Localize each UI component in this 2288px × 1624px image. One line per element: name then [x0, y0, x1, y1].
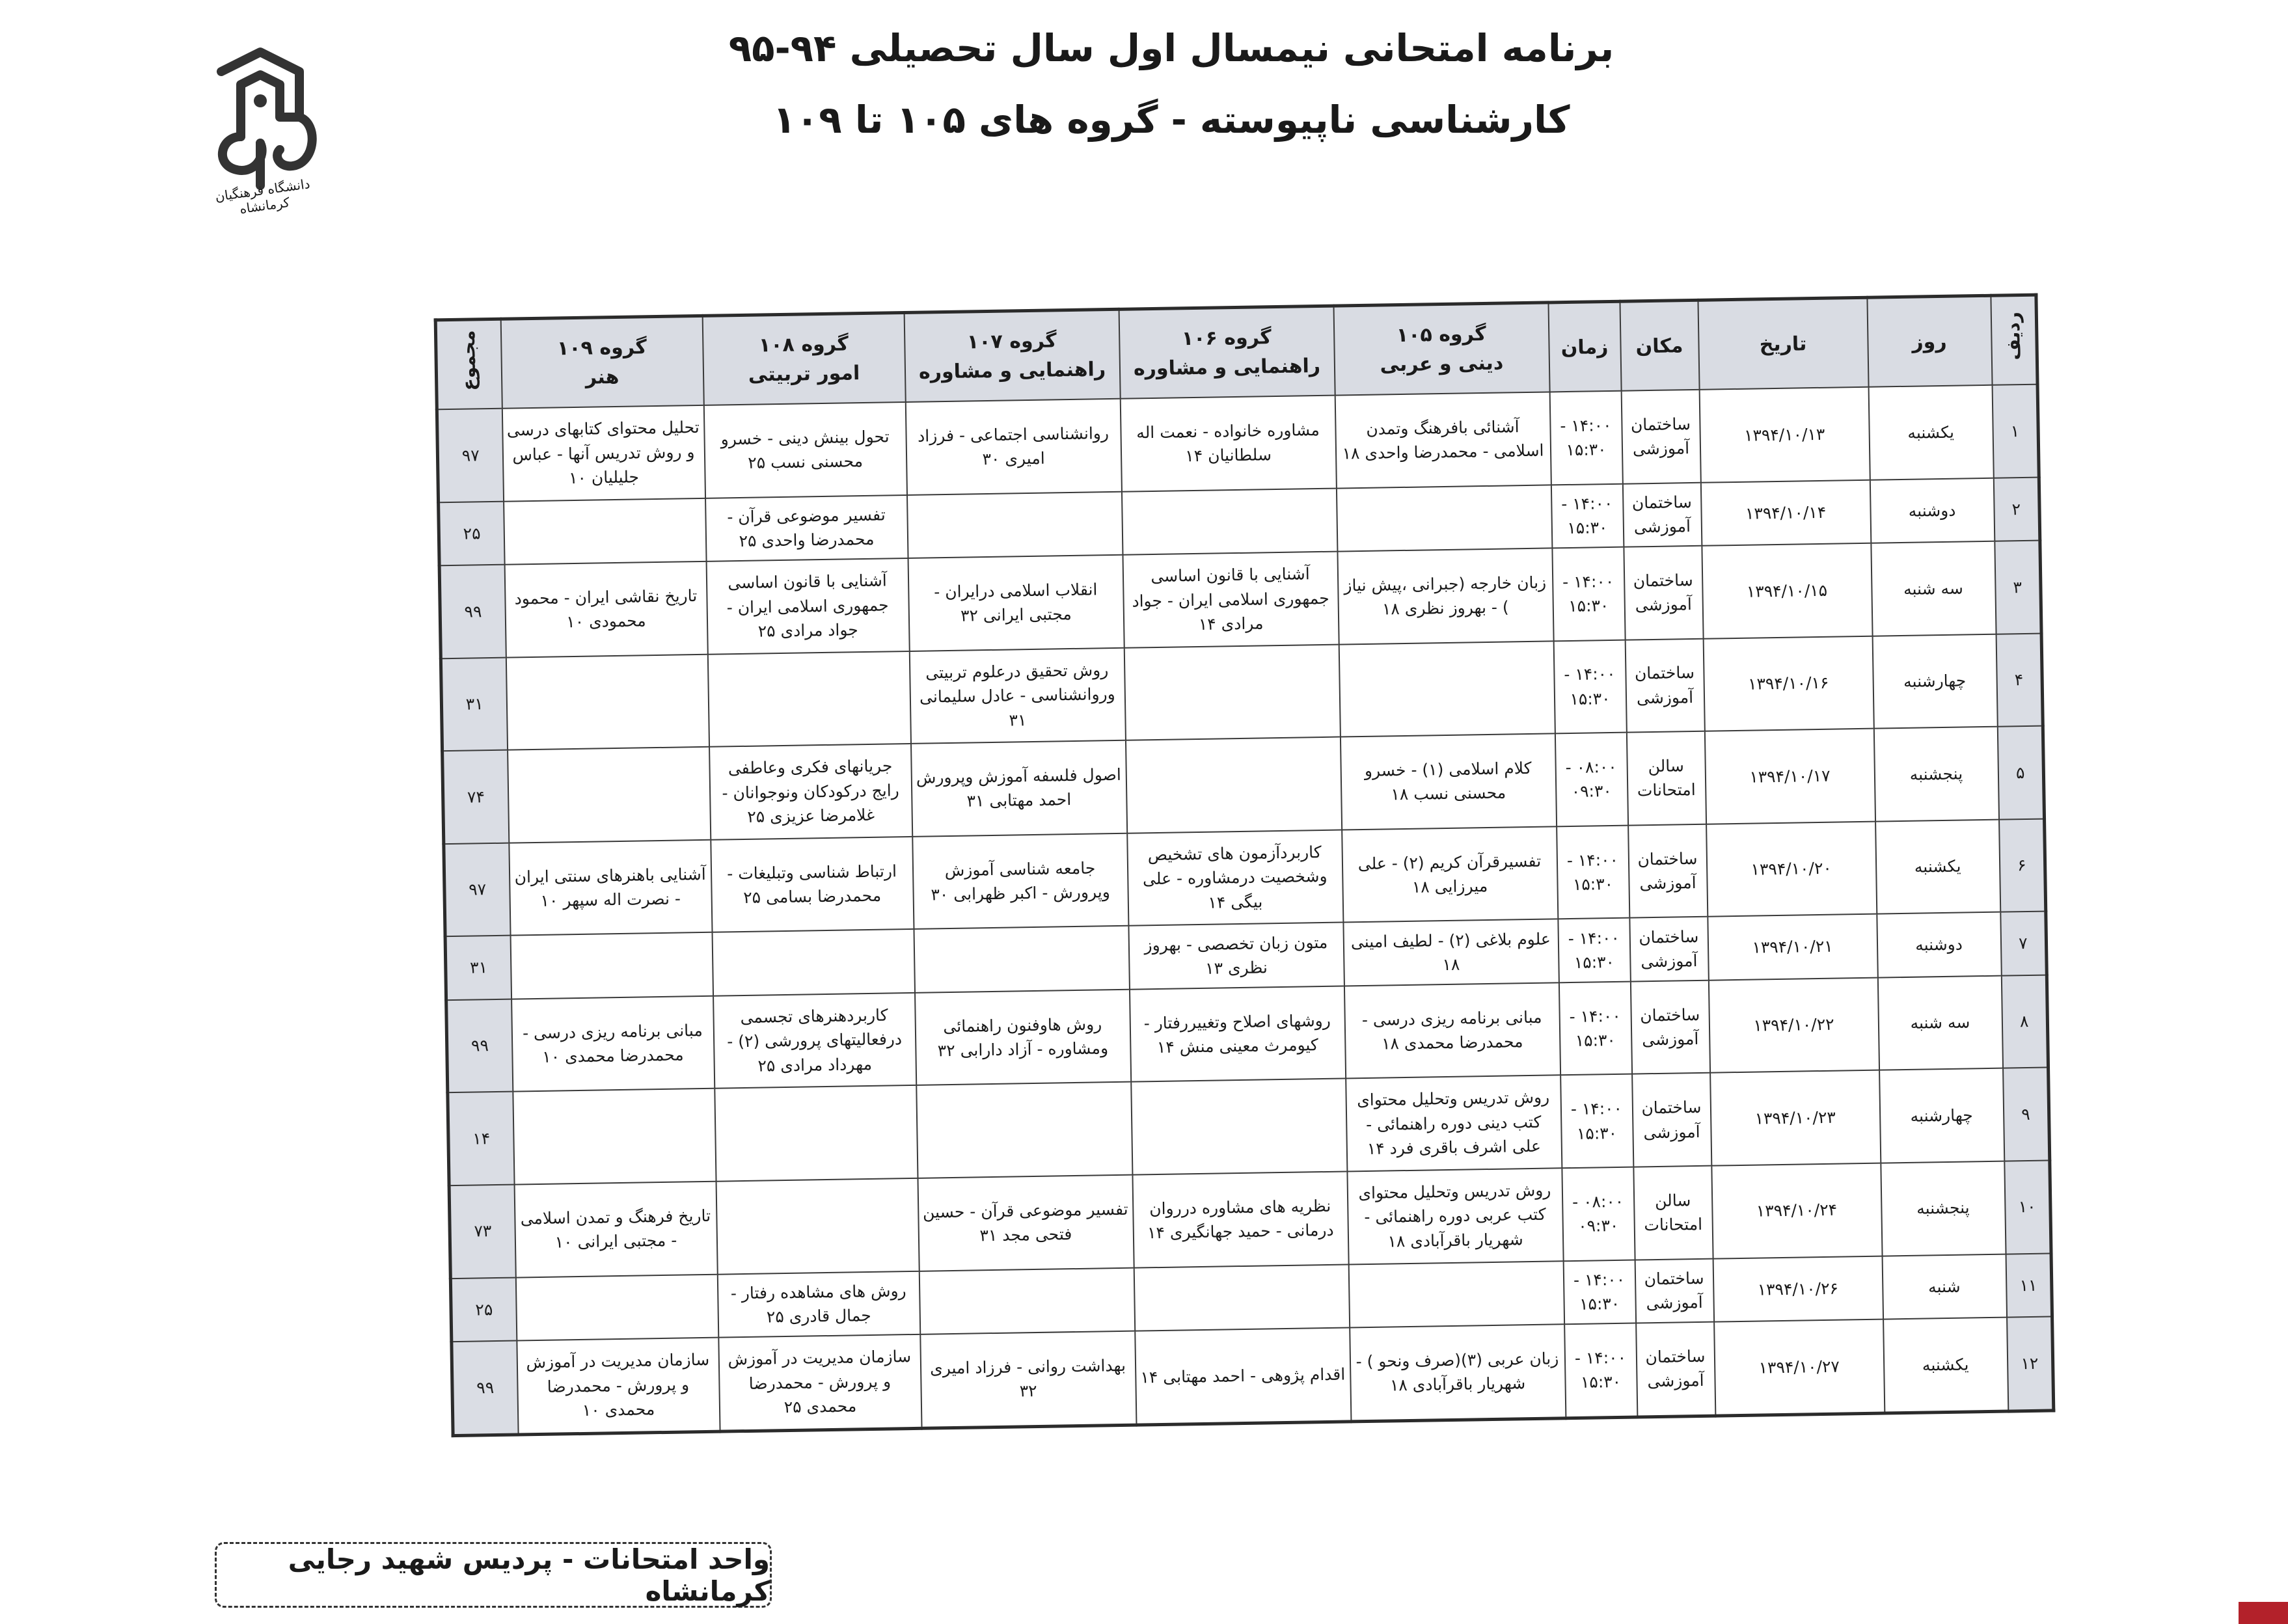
group-106-title: گروه ۱۰۶ — [1181, 326, 1272, 351]
cell-group-105: کلام اسلامی (۱) - خسرو محسنی نسب ۱۸ — [1340, 734, 1556, 830]
cell-group-105 — [1339, 641, 1555, 737]
cell-group-106: اقدام پژوهی - احمد مهتابی ۱۴ — [1135, 1327, 1351, 1425]
row-time: ۱۴:۰۰ - ۱۵:۳۰ — [1560, 1074, 1633, 1168]
row-day: چهارشنبه — [1872, 634, 1997, 729]
cell-group-106: نظریه های مشاوره درروان درمانی - حمید جهانگیری ۱۴ — [1132, 1171, 1348, 1267]
row-number: ۱۲ — [2007, 1316, 2054, 1411]
row-day: چهارشنبه — [1879, 1068, 2004, 1163]
row-time: ۱۴:۰۰ - ۱۵:۳۰ — [1564, 1323, 1637, 1418]
group-107-title: گروه ۱۰۷ — [966, 329, 1057, 354]
cell-group-109: تاریخ نقاشی ایران - محمود محمودی ۱۰ — [504, 562, 707, 657]
row-place: ساختمان آموزشی — [1629, 917, 1709, 981]
row-day: یکشنبه — [1883, 1318, 2008, 1413]
group-108-title: گروه ۱۰۸ — [758, 332, 849, 357]
row-place: ساختمان آموزشی — [1632, 1073, 1711, 1167]
header-group-105 — [1333, 303, 1549, 396]
row-total: ۹۷ — [437, 409, 503, 502]
cell-group-109: تحلیل محتوای کتابهای درسی و روش تدریس آنها - عباس جلیلیان ۱۰ — [502, 405, 705, 501]
cell-group-108: کاربردهنرهای تجسمی درفعالیتهای پرورشی (۲) - مهرداد مرادی ۲۵ — [713, 993, 916, 1089]
cell-group-105: روش تدریس وتحلیل محتوای کتب دینی دوره راهنمائی - علی اشرف باقری فرد ۱۴ — [1346, 1076, 1562, 1172]
cell-group-107 — [906, 491, 1122, 558]
row-day: دوشنبه — [1870, 478, 1995, 543]
header-place: مکان — [1620, 300, 1699, 390]
group-109-subject: هنر — [585, 365, 620, 389]
cell-group-105: تفسیرقرآن کریم (۲) - علی میرزایی ۱۸ — [1342, 826, 1558, 923]
cell-group-106: کاربردآزمون های تشخیص وشخصیت درمشاوره - علی بیگی ۱۴ — [1127, 830, 1343, 926]
row-number: ۳ — [1995, 541, 2041, 634]
cell-group-108 — [716, 1178, 919, 1274]
cell-group-109: سازمان مدیریت در آموزش و پرورش - محمدرضا محمدی ۱۰ — [517, 1338, 720, 1435]
cell-group-106 — [1125, 737, 1341, 833]
header-group-108 — [702, 312, 905, 405]
row-total: ۱۴ — [448, 1092, 514, 1185]
cell-group-109: مبانی برنامه ریزی درسی - محمدرضا محمدی ۱۰ — [511, 996, 715, 1092]
cell-group-105: علوم بلاغی (۲) - لطیف امینی ۱۸ — [1343, 919, 1559, 986]
cell-group-108 — [712, 929, 914, 995]
row-date: ۱۳۹۴/۱۰/۲۷ — [1714, 1320, 1885, 1416]
cell-group-108 — [707, 651, 910, 747]
cell-group-107: روش هاوفنون راهنمائی ومشاوره - آزاد دارابی ۳۲ — [915, 989, 1131, 1085]
corner-watermark — [2239, 1602, 2288, 1624]
cell-group-107: بهداشت روانی - فرزاد امیری ۳۲ — [920, 1331, 1136, 1429]
row-time: ۱۴:۰۰ - ۱۵:۳۰ — [1552, 547, 1625, 641]
row-place: ساختمان آموزشی — [1635, 1258, 1714, 1323]
cell-group-106 — [1121, 488, 1337, 555]
group-106-subject: راهنمایی و مشاوره — [1133, 354, 1321, 381]
header-total: مجموع — [435, 319, 502, 409]
row-number: ۱ — [1992, 385, 2039, 478]
row-place: سالن امتحانات — [1626, 731, 1706, 825]
header-group-106 — [1119, 306, 1335, 399]
cell-group-106: مشاوره خانواده - نعمت اله سلطانیان ۱۴ — [1120, 396, 1336, 492]
row-total: ۷۴ — [443, 750, 509, 844]
group-108-subject: امور تربیتی — [748, 362, 860, 386]
schedule-table-wrapper — [434, 293, 2046, 1437]
row-day: یکشنبه — [1875, 819, 2000, 914]
cell-group-106 — [1124, 644, 1340, 740]
row-place: ساختمان آموزشی — [1624, 546, 1703, 640]
row-date: ۱۳۹۴/۱۰/۲۴ — [1711, 1163, 1882, 1259]
cell-group-106 — [1131, 1079, 1347, 1175]
row-number: ۸ — [2001, 975, 2048, 1068]
cell-group-107 — [914, 926, 1129, 993]
row-total: ۹۷ — [444, 843, 510, 936]
cell-group-108: روش های مشاهده رفتار - جمال قادری ۲۵ — [717, 1271, 919, 1337]
row-date: ۱۳۹۴/۱۰/۲۶ — [1713, 1256, 1883, 1322]
logo-caption: دانشگاه فرهنگیان کرمانشاه — [213, 176, 311, 217]
row-total: ۲۵ — [439, 501, 505, 565]
row-total: ۳۱ — [445, 936, 511, 1000]
row-total: ۷۳ — [449, 1185, 515, 1279]
row-time: ۱۴:۰۰ - ۱۵:۳۰ — [1553, 640, 1626, 733]
row-time: ۱۴:۰۰ - ۱۵:۳۰ — [1558, 918, 1631, 982]
cell-group-107: روش تحقیق درعلوم تربیتی وروانشناسی - عادل سلیمانی ۳۱ — [909, 647, 1125, 744]
row-total: ۲۵ — [450, 1277, 517, 1342]
row-date: ۱۳۹۴/۱۰/۱۵ — [1702, 543, 1872, 639]
cell-group-109: تاریخ فرهنگ و تمدن اسلامی - مجتبی ایرانی ۱۰ — [514, 1182, 717, 1277]
cell-group-106: متون زبان تخصصی - بهروز نظری ۱۳ — [1128, 923, 1344, 990]
row-date: ۱۳۹۴/۱۰/۱۴ — [1700, 480, 1870, 546]
header-group-109 — [500, 316, 703, 408]
row-date: ۱۳۹۴/۱۰/۲۳ — [1710, 1070, 1881, 1166]
cell-group-108: سازمان مدیریت در آموزش و پرورش - محمدرضا محمدی ۲۵ — [718, 1334, 921, 1431]
cell-group-108: آشنایی با قانون اساسی جمهوری اسلامی ایران - جواد مرادی ۲۵ — [706, 558, 909, 654]
footer-label: واحد امتحانات - پردیس شهید رجایی کرمانشاه — [215, 1542, 772, 1608]
row-date: ۱۳۹۴/۱۰/۱۶ — [1703, 636, 1873, 731]
cell-group-109 — [504, 498, 706, 564]
row-number: ۵ — [1997, 726, 2044, 820]
row-place: سالن امتحانات — [1633, 1166, 1713, 1260]
header-time: زمان — [1548, 301, 1621, 392]
cell-group-106 — [1134, 1264, 1349, 1331]
cell-group-105: زبان عربی (۳)(صرف ونحو ) - شهریار باقرآبادی ۱۸ — [1350, 1324, 1566, 1422]
row-number: ۹ — [2003, 1068, 2050, 1161]
cell-group-105 — [1348, 1261, 1564, 1328]
cell-group-108 — [715, 1085, 918, 1181]
cell-group-105: مبانی برنامه ریزی درسی - محمدرضا محمدی ۱۸ — [1344, 982, 1560, 1079]
cell-group-109 — [513, 1089, 716, 1184]
row-place: ساختمان آموزشی — [1622, 482, 1702, 547]
row-time: ۱۴:۰۰ - ۱۵:۳۰ — [1563, 1260, 1636, 1324]
row-number: ۲ — [1993, 477, 2040, 541]
cell-group-108: تفسیر موضوعی قرآن - محمدرضا واحدی ۲۵ — [705, 495, 908, 562]
row-time: ۱۴:۰۰ - ۱۵:۳۰ — [1549, 391, 1622, 485]
row-time: ۱۴:۰۰ - ۱۵:۳۰ — [1557, 825, 1629, 919]
row-place: ساختمان آموزشی — [1621, 390, 1700, 483]
cell-group-109 — [508, 747, 711, 843]
row-number: ۱۱ — [2006, 1253, 2052, 1318]
cell-group-109 — [510, 932, 713, 999]
cell-group-107 — [919, 1267, 1134, 1334]
row-time: ۰۸:۰۰ - ۰۹:۳۰ — [1562, 1167, 1635, 1261]
group-105-title: گروه ۱۰۵ — [1396, 322, 1486, 347]
cell-group-108: تحول بینش دینی - خسرو محسنی نسب ۲۵ — [703, 402, 906, 498]
cell-group-107: تفسیر موضوعی قرآن - حسین فتحی مجد ۳۱ — [918, 1175, 1134, 1271]
row-time: ۰۸:۰۰ - ۰۹:۳۰ — [1555, 733, 1627, 826]
row-number: ۷ — [2000, 912, 2047, 976]
row-date: ۱۳۹۴/۱۰/۲۰ — [1706, 821, 1877, 917]
row-number: ۱۰ — [2004, 1160, 2051, 1254]
row-time: ۱۴:۰۰ - ۱۵:۳۰ — [1559, 981, 1631, 1075]
cell-group-105: روش تدریس وتحلیل محتوای کتب عربی دوره راهنمائی - شهریار باقرآبادی ۱۸ — [1347, 1168, 1563, 1264]
row-place: ساختمان آموزشی — [1636, 1322, 1715, 1417]
cell-group-107: روانشناسی اجتماعی - فرزاد امیری ۳۰ — [905, 399, 1121, 495]
row-number: ۶ — [1999, 819, 2046, 912]
cell-group-107: اصول فلسفه آموزش وپرورش احمد مهتابی ۳۱ — [911, 740, 1127, 837]
cell-group-105 — [1336, 485, 1551, 552]
cell-group-106: آشنایی با قانون اساسی جمهوری اسلامی ایران - جواد مرادی ۱۴ — [1123, 552, 1339, 648]
header-row-no: ردیف — [1991, 295, 2037, 385]
cell-group-107 — [916, 1082, 1132, 1178]
row-day: پنجشنبه — [1881, 1161, 2006, 1256]
row-place: ساختمان آموزشی — [1625, 638, 1704, 732]
row-number: ۴ — [1996, 633, 2043, 727]
header-group-107 — [904, 309, 1120, 402]
row-date: ۱۳۹۴/۱۰/۲۲ — [1708, 977, 1879, 1073]
row-total: ۹۹ — [439, 565, 506, 658]
cell-group-108: جریانهای فکری وعاطفی رایج درکودکان ونوجوانان - غلامرضا عزیزی ۲۵ — [709, 744, 912, 839]
row-place: ساختمان آموزشی — [1630, 981, 1709, 1074]
cell-group-109 — [506, 654, 709, 750]
cell-group-107: انقلاب اسلامی درایران - مجتبی ایرانی ۳۲ — [908, 555, 1124, 651]
cell-group-108: ارتباط شناسی وتبلیغات - محمدرضا بسامی ۲۵ — [711, 837, 914, 932]
page-title: برنامه امتحانی نیمسال اول سال تحصیلی ۹۴-۹۵ — [728, 26, 1614, 70]
cell-group-106: روشهای اصلاح وتغییررفتار - کیومرث معینی منش ۱۴ — [1129, 986, 1345, 1082]
row-day: دوشنبه — [1877, 912, 2002, 977]
page-subtitle: کارشناسی ناپیوسته - گروه های ۱۰۵ تا ۱۰۹ — [772, 98, 1570, 142]
header-date: تاریخ — [1698, 297, 1868, 390]
cell-group-109 — [515, 1274, 718, 1340]
cell-group-105: آشنائی بافرهنگ وتمدن اسلامی - محمدرضا واحدی ۱۸ — [1335, 392, 1551, 488]
row-day: سه شنبه — [1871, 541, 1996, 636]
row-day: پنجشنبه — [1873, 727, 1998, 822]
row-total: ۹۹ — [446, 999, 513, 1092]
schedule-body — [437, 385, 2053, 1436]
row-day: سه شنبه — [1877, 975, 2002, 1070]
row-date: ۱۳۹۴/۱۰/۱۳ — [1699, 387, 1870, 483]
cell-group-107: جامعه شناسی آموزش وپرورش - اکبر ظهرابی ۳۰ — [912, 833, 1128, 929]
group-109-title: گروه ۱۰۹ — [556, 336, 647, 360]
cell-group-109: آشنایی باهنرهای سنتی ایران - نصرت اله سپهر ۱۰ — [509, 840, 712, 936]
row-date: ۱۳۹۴/۱۰/۱۷ — [1704, 729, 1875, 824]
row-day: یکشنبه — [1868, 385, 1993, 480]
row-day: شنبه — [1882, 1254, 2007, 1319]
row-total: ۹۹ — [452, 1341, 518, 1436]
cell-group-105: زبان خارجه (جبرانی ،پیش نیاز ) - بهروز نظری ۱۸ — [1337, 548, 1553, 644]
row-total: ۳۱ — [441, 657, 507, 751]
group-107-subject: راهنمایی و مشاوره — [918, 358, 1106, 384]
row-time: ۱۴:۰۰ - ۱۵:۳۰ — [1551, 483, 1624, 548]
exam-schedule-table — [434, 293, 2056, 1438]
row-date: ۱۳۹۴/۱۰/۲۱ — [1708, 914, 1877, 981]
group-105-subject: دینی و عربی — [1380, 351, 1504, 377]
header-day: روز — [1867, 295, 1992, 386]
row-place: ساختمان آموزشی — [1628, 824, 1708, 918]
